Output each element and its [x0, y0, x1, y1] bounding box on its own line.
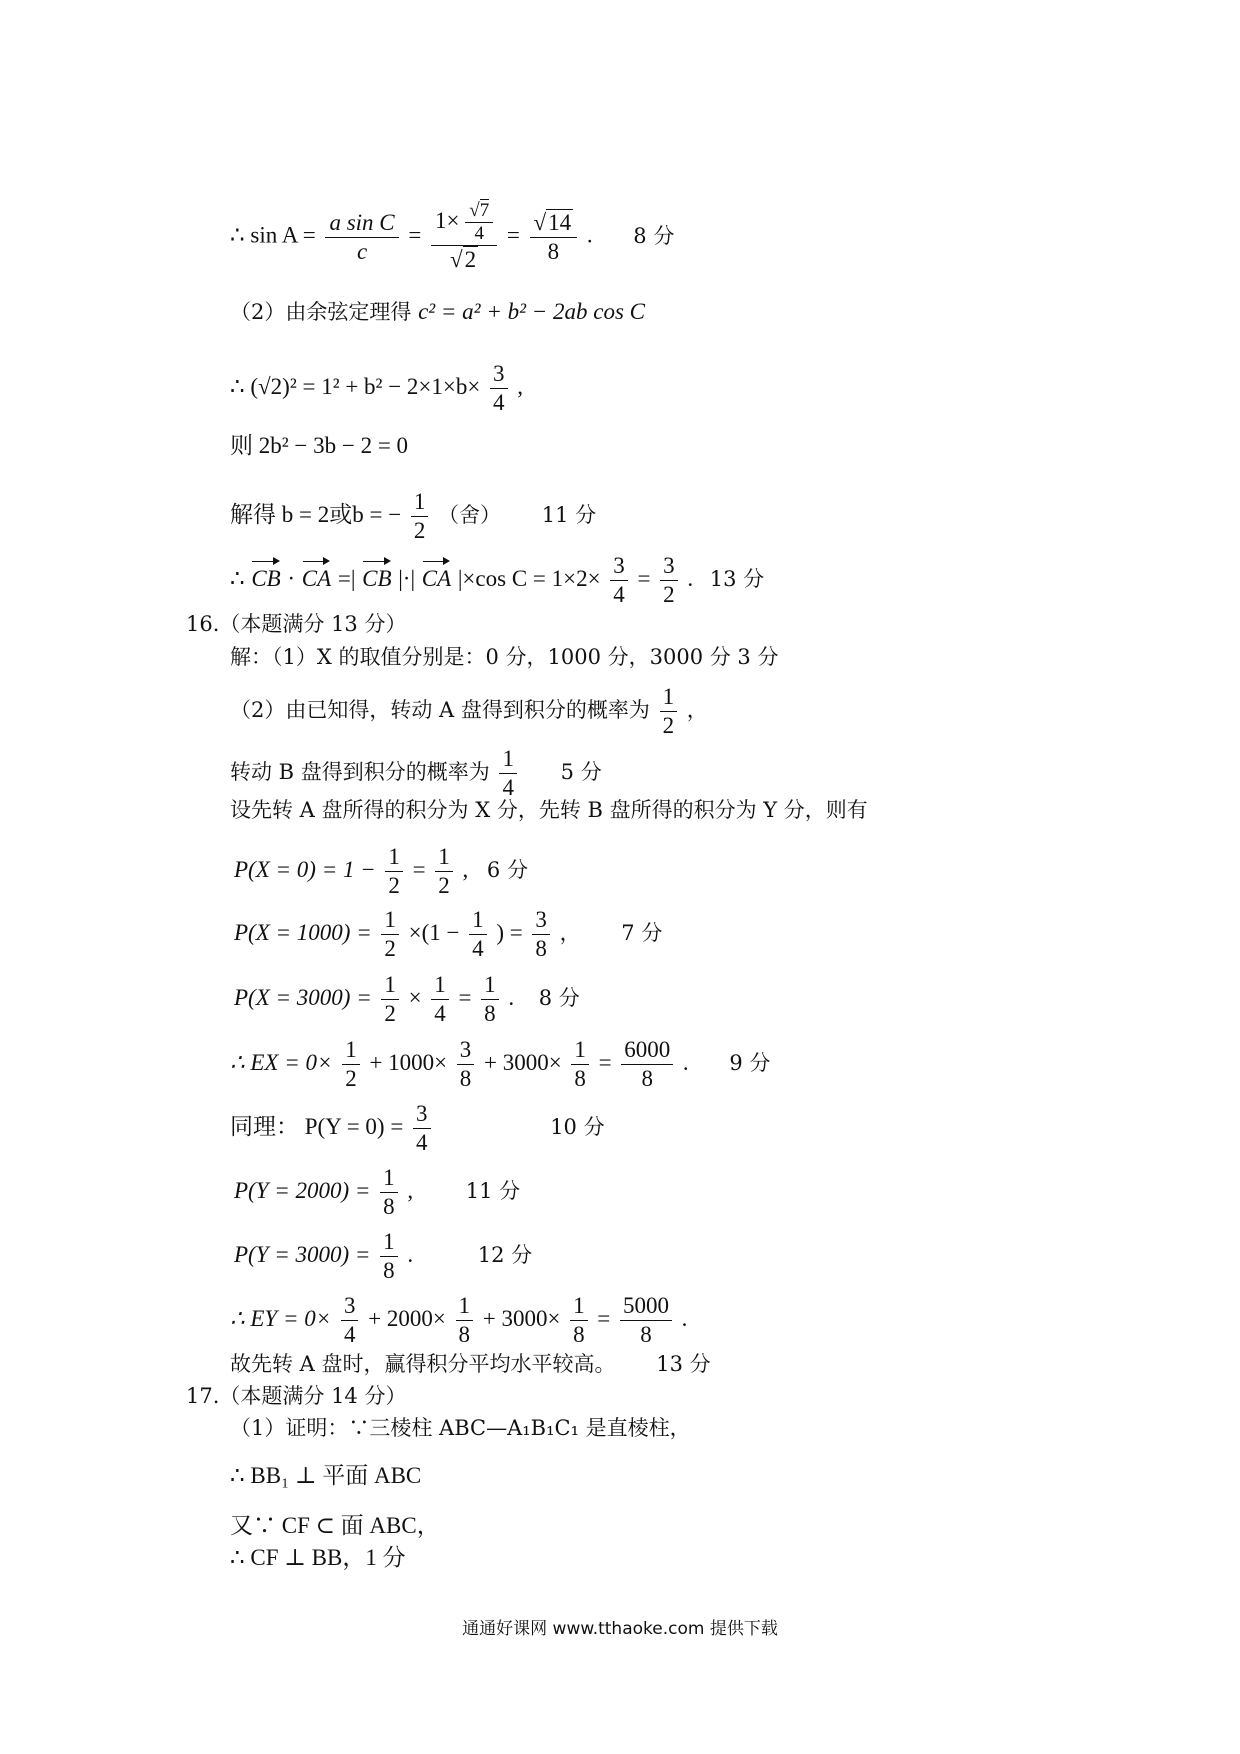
- section17-line2: ∴ BB₁ ⊥ 平面 ABC: [230, 1463, 422, 1488]
- score: 11 分: [541, 503, 597, 527]
- score: 8 分: [538, 986, 580, 1010]
- fraction: $\frac{3}{2}$: [660, 552, 678, 609]
- conclusion-line: 故先转 A 盘时，赢得积分平均水平较高。 13 分: [230, 1352, 711, 1376]
- score: 7 分: [621, 921, 663, 945]
- section17-title: 17.（本题满分 14 分）: [186, 1384, 407, 1408]
- sinA-prefix: ∴ sin A =: [230, 222, 316, 248]
- fraction: $\frac{\text{a sin C}}{c}$: [325, 209, 398, 266]
- fraction: $\frac{√14}{8}$: [530, 209, 578, 266]
- vector-CA: CA: [301, 566, 332, 591]
- section16-line1: 解：（1）X 的取值分别是：0 分，1000 分，3000 分 3 分: [230, 645, 779, 669]
- score: 6 分: [486, 858, 528, 882]
- section17-line3: 又∵ CF ⊂ 面 ABC，: [230, 1513, 440, 1538]
- compound-fraction: 1× $\frac{√7}{4}$ √2: [431, 200, 497, 274]
- section16-title: 16.（本题满分 13 分）: [186, 612, 407, 636]
- score: 13 分: [709, 567, 765, 591]
- sinA-equation: ∴ sin A = $\frac{\text{a sin C}}{c}$ = 1× $\frac{√7}{4}$ √2 = $\frac{√14}{8}$ . 8 分: [230, 200, 675, 272]
- part2-line: （2）由余弦定理得 c² = a² + b² − 2ab cos C: [230, 299, 646, 324]
- score: 11 分: [465, 1179, 521, 1203]
- y3000-line: P(Y = 3000) = $\frac{1}{8}$ . 12 分: [234, 1229, 533, 1283]
- y2000-line: P(Y = 2000) = $\frac{1}{8}$ , 11 分: [234, 1165, 521, 1219]
- eq2-line: 则 2b² − 3b − 2 = 0: [230, 433, 409, 458]
- score: 5 分: [560, 760, 602, 784]
- fraction: $\frac{1}{4}$: [499, 745, 517, 802]
- dot-product-line: ∴ CB · CA =| CB |·| CA |×cos C = 1×2× $\frac{3}{4}$ = $\frac{3}{2}$ . 13 分: [230, 553, 765, 607]
- section17-line4: ∴ CF ⊥ BB，1 分: [230, 1545, 406, 1570]
- vector-CB: CB: [251, 566, 281, 591]
- fraction: $\frac{1}{2}$: [660, 683, 678, 740]
- section17-line1: （1）证明：∵三棱柱 ABC—A₁B₁C₁ 是直棱柱，: [230, 1416, 691, 1440]
- section16-line3: 转动 B 盘得到积分的概率为 $\frac{1}{4}$ 5 分: [230, 746, 602, 800]
- score: 9 分: [729, 1051, 771, 1075]
- section16-line2: （2）由已知得，转动 A 盘得到积分的概率为 $\frac{1}{2}$ ，: [230, 684, 708, 738]
- y0-line: 同理： P(Y = 0) = $\frac{3}{4}$ 10 分: [230, 1101, 605, 1155]
- fraction: $\frac{1}{2}$: [411, 488, 429, 545]
- fraction: $\frac{3}{4}$: [490, 360, 508, 417]
- ey-line: ∴ EY = 0× $\frac{3}{4}$ + 2000× $\frac{1}{8}$ + 3000× $\frac{1}{8}$ = $\frac{5000}{8}$ .: [230, 1293, 688, 1347]
- p-x3000-line: P(X = 3000) = $\frac{1}{2}$ × $\frac{1}{4}$ = $\frac{1}{8}$ . 8 分: [234, 972, 580, 1026]
- vector-CA: CA: [421, 566, 452, 591]
- fraction: $\frac{3}{4}$: [610, 552, 628, 609]
- p-x1000-line: P(X = 1000) = $\frac{1}{2}$ ×(1 − $\frac{1}{4}$ ) = $\frac{3}{8}$ ， 7 分: [234, 907, 663, 961]
- section16-line4: 设先转 A 盘所得的积分为 X 分，先转 B 盘所得的积分为 Y 分，则有: [230, 798, 868, 822]
- page-footer: 通通好课网 www.tthaoke.com 提供下载: [462, 1619, 778, 1639]
- eq1-line: ∴ (√2)² = 1² + b² − 2×1×b× $\frac{3}{4}$ ,: [230, 361, 523, 415]
- vector-CB: CB: [362, 566, 392, 591]
- score: 8 分: [633, 223, 675, 248]
- score: 13 分: [656, 1352, 711, 1376]
- score: 12 分: [477, 1243, 533, 1267]
- p-x0-line: P(X = 0) = 1 − $\frac{1}{2}$ = $\frac{1}{2}$ , 6 分: [234, 844, 528, 898]
- eq3-line: 解得 b = 2或b = − $\frac{1}{2}$ （舍） 11 分: [230, 489, 597, 543]
- score: 10 分: [550, 1115, 605, 1139]
- ex-line: ∴ EX = 0× $\frac{1}{2}$ + 1000× $\frac{3}{8}$ + 3000× $\frac{1}{8}$ = $\frac{6000}{8}$ . 9 分: [230, 1037, 771, 1091]
